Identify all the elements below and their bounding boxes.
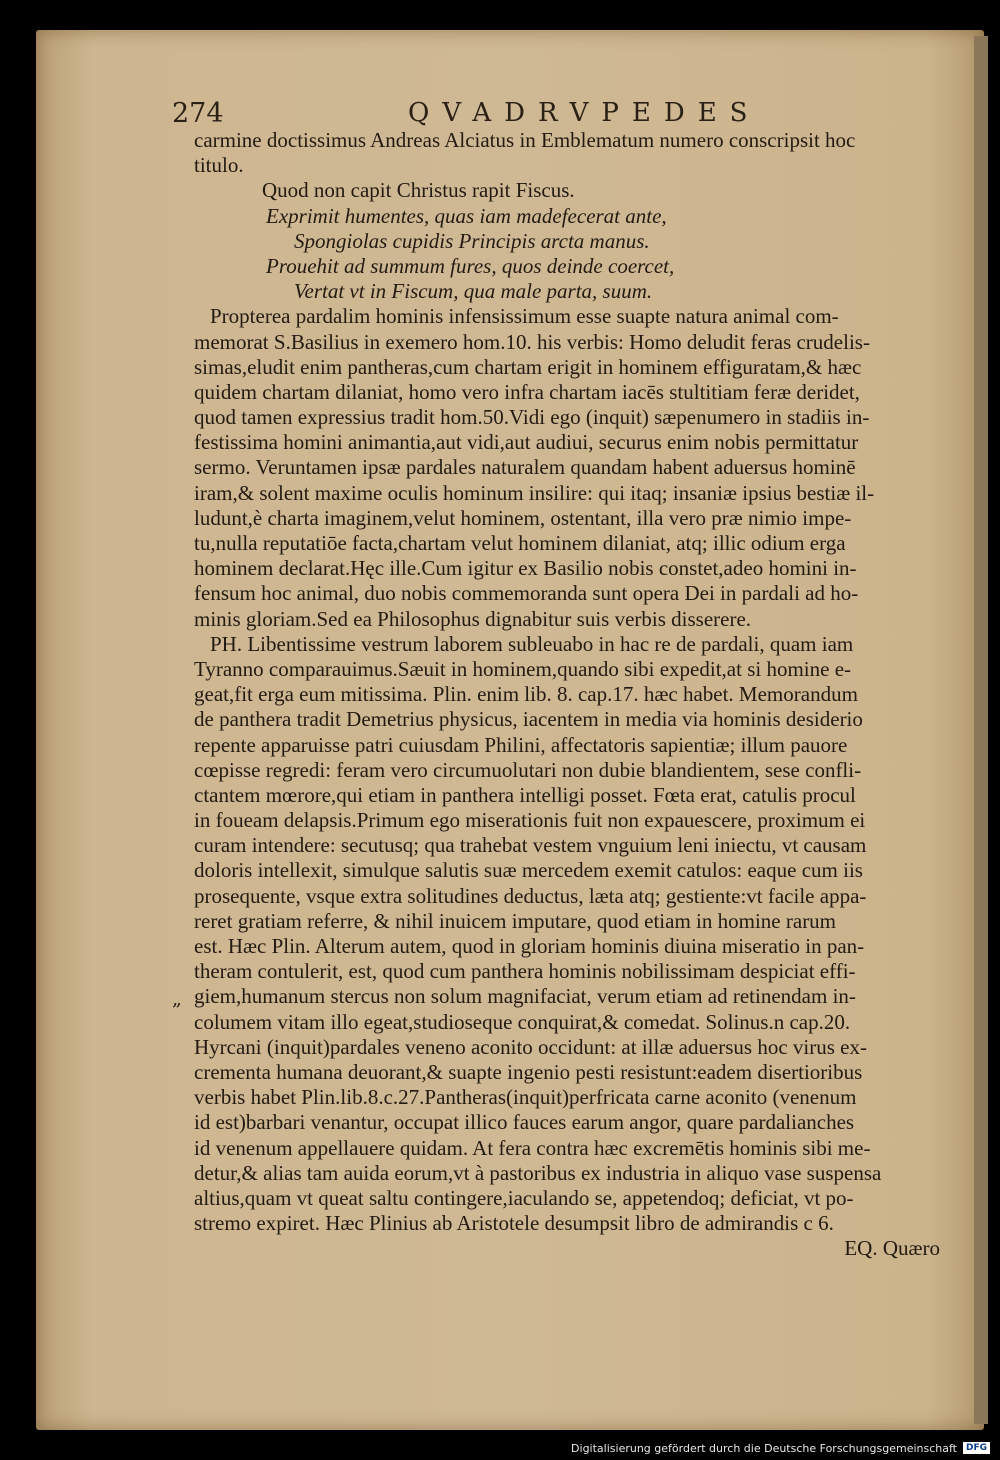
text-line: repente apparuisse patri cuiusdam Philini, affectatoris sapientiæ; illum pauore — [194, 732, 848, 757]
text-line: verbis habet Plin.lib.8.c.27.Pantheras(inquit)perfricata carne aconito (venenum — [194, 1085, 857, 1110]
text-line: doloris intellexit, simulque salutis suæ mercedem exemit catulos: eaque cum iis — [194, 858, 863, 883]
text-line: sermo. Veruntamen ipsæ pardales naturalem quandam habent aduersus hominē — [194, 455, 856, 480]
text-line: de panthera tradit Demetrius physicus, iacentem in media via hominis desiderio — [194, 707, 863, 732]
text-line: reret gratiam referre, & nihil inuicem imputare, quod etiam in homine rarum — [194, 908, 837, 933]
text-line: altius,quam vt queat saltu contingere,iaculando se, appetendoq; deficiat, vt po- — [194, 1185, 854, 1210]
text-line: stremo expiret. Hæc Plinius ab Aristotele desumpsit libro de admirandis c 6. — [194, 1211, 834, 1236]
text-line: fensum hoc animal, duo nobis commemoranda sunt opera Dei in pardali ad ho- — [194, 581, 859, 606]
catchword: EQ. Quæro — [844, 1236, 940, 1261]
running-title: QVADRVPEDES — [408, 98, 761, 128]
text-line: carmine doctissimus Andreas Alciatus in Emblematum numero conscripsit hoc — [194, 128, 856, 152]
text-line: columem vitam illo egeat,studioseque conquirat,& comedat. Solinus.n cap.20. — [194, 1009, 851, 1034]
text-line: titulo. — [194, 153, 244, 178]
text-line: hominem declarat.Hęc ille.Cum igitur ex Basilio nobis constet,adeo homini in- — [194, 556, 857, 581]
text-line: iram,& solent maxime oculis hominum insilire: qui itaq; insaniæ ipsius bestiæ il- — [194, 480, 875, 505]
funding-notice: Digitalisierung gefördert durch die Deutsche Forschungsgemeinschaft — [571, 1441, 957, 1455]
text-line: PH. Libentissime vestrum laborem subleuabo in hac re de pardali, quam iam — [210, 631, 854, 656]
text-line: curam intendere: secutusq; qua trahebat vestem vnguium leni iniectu, vt causam — [194, 833, 867, 858]
verse-line: Prouehit ad summum fures, quos deinde coercet, — [266, 253, 675, 278]
text-line: theram contulerit, est, quod cum panthera hominis nobilissimam despiciat effi- — [194, 959, 856, 984]
text-line: Hyrcani (inquit)pardales veneno aconito occidunt: at illæ aduersus hoc virus ex- — [194, 1034, 867, 1059]
verse-line: Spongiolas cupidis Principis arcta manus. — [294, 228, 650, 253]
footer — [571, 1438, 990, 1458]
text-line: id est)barbari venantur, occupat illico fauces earum angor, quare pardalianches — [194, 1110, 855, 1135]
dfg-logo[interactable]: DFG — [963, 1442, 990, 1454]
text-line: quod tamen expressius tradit hom.50.Vidi ego (inquit) sæpenumero in stadiis in- — [194, 405, 870, 430]
text-line: id venenum appellauere quidam. At fera contra hæc excremētis hominis sibi me- — [194, 1135, 871, 1160]
margin-mark: „ — [172, 988, 182, 1010]
text-line: ludunt,è charta imaginem,velut hominem, ostentant, illa vero præ nimio impe- — [194, 505, 852, 530]
text-line: est. Hæc Plin. Alterum autem, quod in gloriam hominis diuina miseratio in pan- — [194, 934, 865, 958]
text-line: cœpisse regredi: feram vero circumuolutari non dubie blandientem, sese confli- — [194, 757, 862, 782]
text-line: crementa humana deuorant,& suapte ingenio pesti resistunt:eadem disertioribus — [194, 1059, 863, 1084]
text-line: Tyranno comparauimus.Sæuit in hominem,quando sibi expedit,at si homine e- — [194, 656, 852, 681]
text-line: simas,eludit enim pantheras,cum chartam erigit in hominem effiguratam,& hæc — [194, 354, 862, 379]
text-line: in foueam delapsis.Primum ego miserationis fuit non expauescere, proximum ei — [194, 808, 866, 833]
text-line: giem,humanum stercus non solum magnifaciat, verum etiam ad retinendam in- — [194, 984, 856, 1009]
verse-line: Vertat vt in Fiscum, qua male parta, suum. — [294, 279, 653, 304]
text-line: geat,fit erga eum mitissima. Plin. enim lib. 8. cap.17. hæc habet. Memorandum — [194, 682, 858, 707]
body-text — [194, 128, 946, 1261]
text-line: tu,nulla reputatiōe facta,chartam velut hominem dilaniat, atq; illic odium erga — [194, 531, 846, 555]
text-line: minis gloriam.Sed ea Philosophus dignabitur suis verbis disserere. — [194, 606, 752, 631]
text-line: quidem chartam dilaniat, homo vero infra chartam iacēs stultitiam feræ deridet, — [194, 379, 860, 404]
verse-title: Quod non capit Christus rapit Fiscus. — [262, 178, 575, 203]
text-line: Propterea pardalim hominis infensissimum esse suapte natura animal com- — [210, 304, 839, 329]
text-line: ctantem mœrore,qui etiam in panthera intelligi posset. Fœta erat, catulis procul — [194, 782, 856, 807]
text-line: memorat S.Basilius in exemero hom.10. his verbis: Homo deludit feras crudelis- — [194, 329, 870, 354]
text-line: detur,& alias tam auida eorum,vt à pastoribus ex industria in aliquo vase suspensa — [194, 1160, 882, 1185]
text-line: prosequente, vsque extra solitudines deductus, læta atq; gestiente:vt facile appa- — [194, 883, 867, 908]
text-line: festissima homini animantia,aut vidi,aut audiui, securus enim nobis permittatur — [194, 430, 859, 455]
verse-line: Exprimit humentes, quas iam madefecerat ante, — [266, 203, 667, 228]
page-edge — [974, 36, 988, 1424]
page-number: 274 — [172, 98, 224, 129]
